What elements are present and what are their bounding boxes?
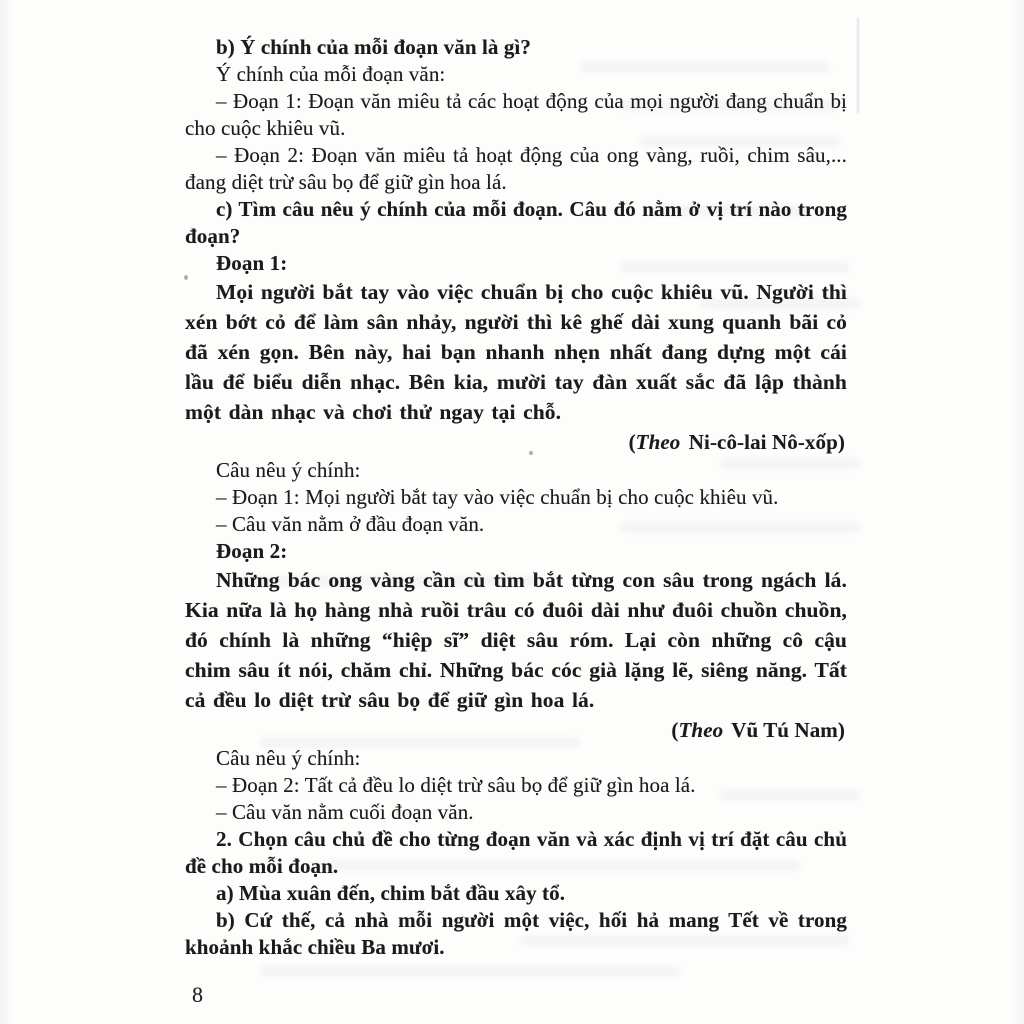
attribution-author: Vũ Tú Nam) (726, 718, 845, 742)
paragraph-bold-body: Mọi người bắt tay vào việc chuẩn bị cho cuộc khiêu vũ. Người thì xén bớt cỏ để làm sân nhảy, người thì kê ghế dài xung quanh bãi cỏ đã xén gọn. Bên này, hai bạn nhanh nhẹn nhất đang dựng một cái lầu để biểu diễn nhạc. Bên kia, mười tay đàn xuất sắc đã lập thành một dàn nhạc và chơi thử ngay tại chỗ. (185, 280, 847, 424)
paragraph-body: – Câu văn nằm ở đầu đoạn văn. (216, 512, 485, 536)
attribution-source-label: Theo (678, 718, 724, 742)
paragraph-attribution (185, 715, 847, 745)
paragraph-body: – Đoạn 2: Đoạn văn miêu tả hoạt động của ong vàng, ruồi, chim sâu,... đang diệt trừ sâu bọ để giữ gìn hoa lá. (185, 143, 847, 194)
attribution-paren: ( (671, 718, 679, 742)
paragraph-heading: b) Ý chính của mỗi đoạn văn là gì? (216, 35, 531, 59)
bleed-through-artifact (260, 966, 680, 977)
paragraph-body: – Câu văn nằm cuối đoạn văn. (216, 800, 474, 824)
scan-line-artifact (857, 18, 859, 113)
attribution-source-label: Theo (635, 430, 681, 454)
paragraph-attribution (185, 427, 847, 457)
page-content (185, 34, 847, 961)
paragraph-body: Câu nêu ý chính: (216, 746, 361, 770)
paragraph-heading: 2. Chọn câu chủ đề cho từng đoạn văn và xác định vị trí đặt câu chủ đề cho mỗi đoạn. (185, 827, 847, 878)
attribution-author: Ni-cô-lai Nô-xốp) (683, 430, 845, 454)
page-number: 8 (192, 982, 203, 1007)
paragraph-heading: b) Cứ thế, cả nhà mỗi người một việc, hối hả mang Tết về trong khoảnh khắc chiều Ba mươi. (185, 908, 847, 959)
paragraph-heading: Đoạn 2: (216, 539, 288, 563)
page-edge-shadow-right (1010, 0, 1024, 1024)
paragraph-bold-body: Những bác ong vàng cần cù tìm bắt từng con sâu trong ngách lá. Kia nữa là họ hàng nhà ruồi trâu có đuôi dài như đuôi chuồn chuồn, đó chính là những “hiệp sĩ” diệt sâu róm. Lại còn những cô cậu chim sâu ít nói, chăm chỉ. Những bác cóc già lặng lẽ, siêng năng. Tất cả đều lo diệt trừ sâu bọ để giữ gìn hoa lá. (185, 568, 847, 712)
attribution-paren: ( (628, 430, 636, 454)
paragraph-body: – Đoạn 2: Tất cả đều lo diệt trừ sâu bọ để giữ gìn hoa lá. (216, 773, 696, 797)
paragraph-body: Câu nêu ý chính: (216, 458, 361, 482)
page-edge-shadow-left (0, 0, 14, 1024)
paragraph-body: Ý chính của mỗi đoạn văn: (216, 62, 446, 86)
paragraph-heading: c) Tìm câu nêu ý chính của mỗi đoạn. Câu đó nằm ở vị trí nào trong đoạn? (185, 197, 847, 248)
paragraph-body: – Đoạn 1: Mọi người bắt tay vào việc chuẩn bị cho cuộc khiêu vũ. (216, 485, 779, 509)
paragraph-body: – Đoạn 1: Đoạn văn miêu tả các hoạt động của mọi người đang chuẩn bị cho cuộc khiêu vũ. (185, 89, 847, 140)
paragraph-heading: a) Mùa xuân đến, chim bắt đầu xây tổ. (216, 881, 566, 905)
paragraph-heading: Đoạn 1: (216, 251, 288, 275)
